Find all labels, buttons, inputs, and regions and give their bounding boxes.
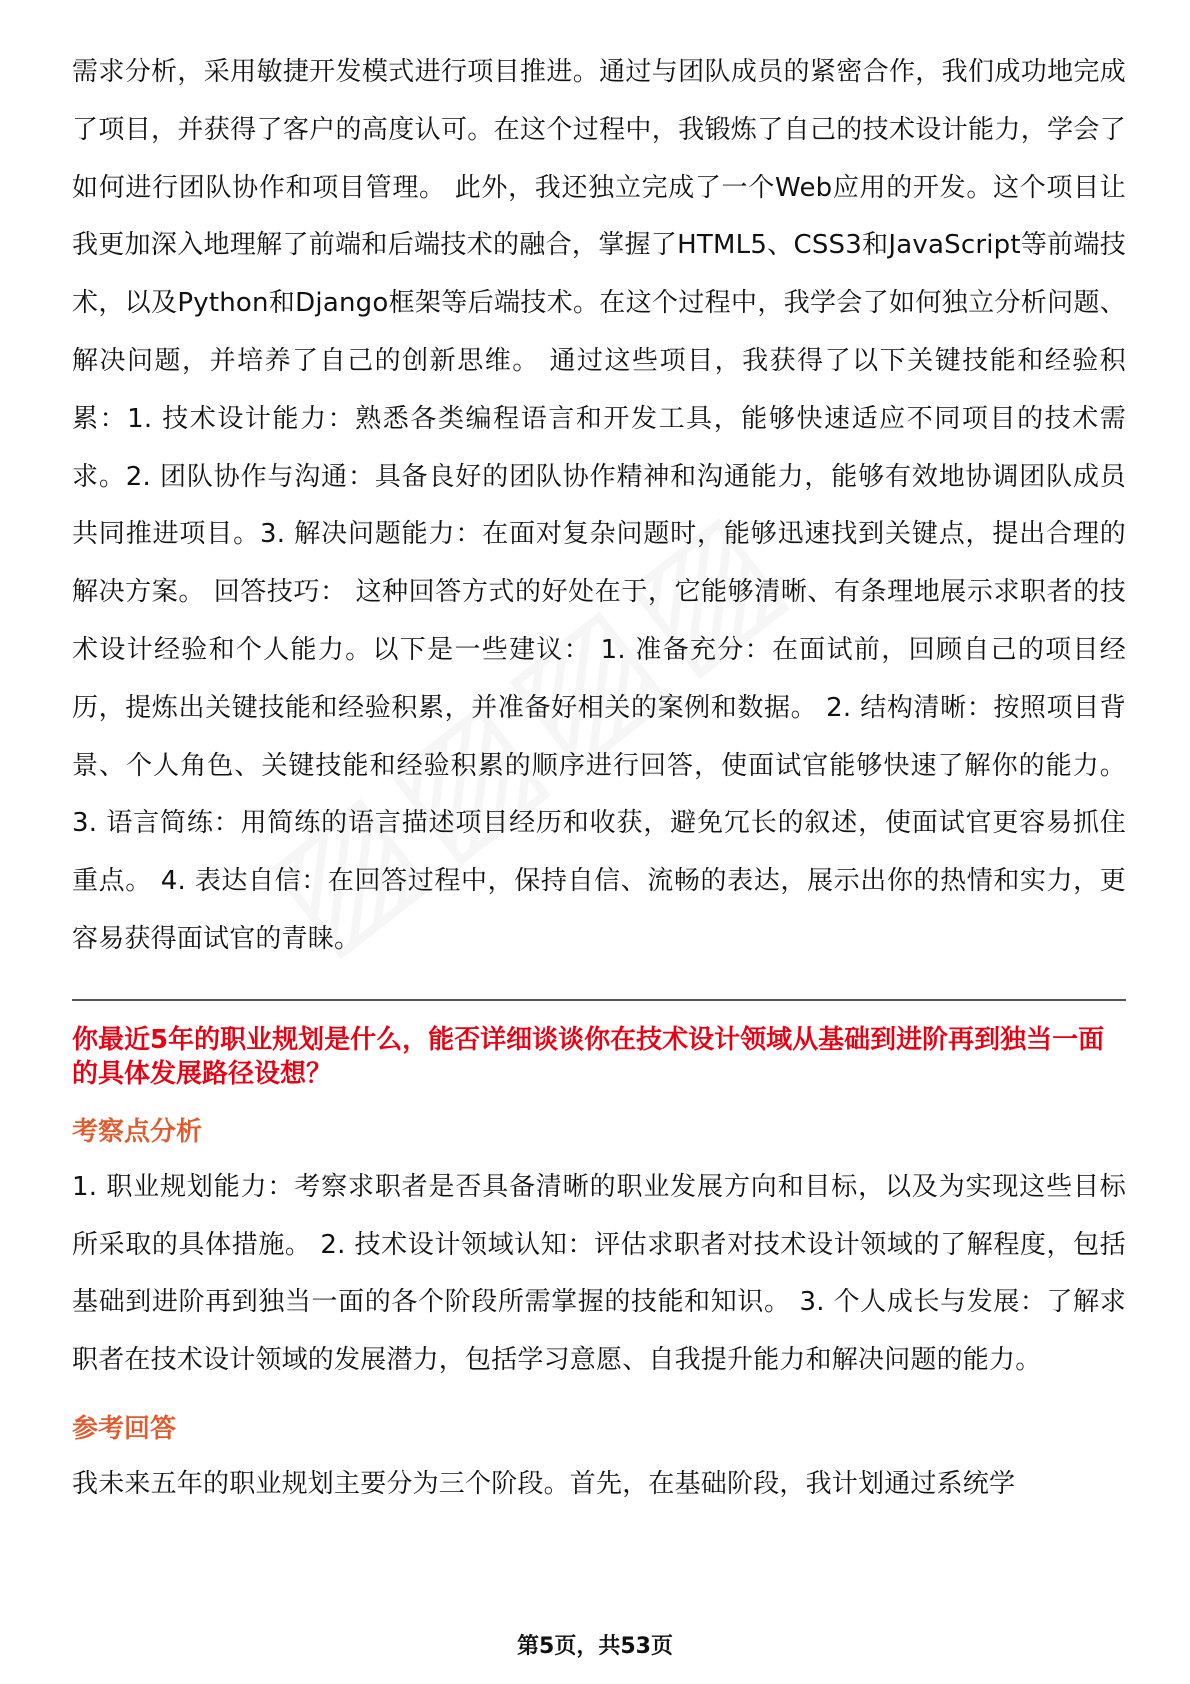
answer-text: 我未来五年的职业规划主要分为三个阶段。首先，在基础阶段，我计划通过系统学 — [72, 1468, 1016, 1499]
section-divider — [72, 999, 1126, 1001]
answer-heading: 参考回答 — [72, 1413, 177, 1444]
page-number: 第5页，共53页 — [517, 1634, 673, 1659]
analysis-text: 1. 职业规划能力：考察求职者是否具备清晰的职业发展方向和目标，以及为实现这些目标所采取的具体措施。 2. 技术设计领域认知：评估求职者对技术设计领域的了解程度，包括基础到进阶再到独当一面的各个阶段所需掌握的技能和知识。 3. 个人成长与发展：了解求职者在技术设计领域的发展潜力，包括学习意愿、自我提升能力和解决问题的能力。 — [72, 1171, 1126, 1376]
page-content — [72, 44, 1126, 1514]
interview-question: 你最近5年的职业规划是什么，能否详细谈谈你在技术设计领域从基础到进阶再到独当一面的具体发展路径设想？ — [72, 1024, 1105, 1089]
analysis-heading: 考察点分析 — [72, 1116, 203, 1147]
intro-paragraph: 需求分析，采用敏捷开发模式进行项目推进。通过与团队成员的紧密合作，我们成功地完成了项目，并获得了客户的高度认可。在这个过程中，我锻炼了自己的技术设计能力，学会了如何进行团队协作和项目管理。 此外，我还独立完成了一个Web应用的开发。这个项目让我更加深入地理解了前端和后端技术的融合，掌握了HTML5、CSS3和JavaScript等前端技术，以及Python和Django框架等后端技术。在这个过程中，我学会了如何独立分析问题、解决问题，并培养了自己的创新思维。 通过这些项目，我获得了以下关键技能和经验积累：1. 技术设计能力：熟悉各类编程语言和开发工具，能够快速适应不同项目的技术需求。2. 团队协作与沟通：具备良好的团队协作精神和沟通能力，能够有效地协调团队成员共同推进项目。3. 解决问题能力：在面对复杂问题时，能够迅速找到关键点，提出合理的解决方案。 回答技巧： 这种回答方式的好处在于，它能够清晰、有条理地展示求职者的技术设计经验和个人能力。以下是一些建议： 1. 准备充分：在面试前，回顾自己的项目经历，提炼出关键技能和经验积累，并准备好相关的案例和数据。 2. 结构清晰：按照项目背景、个人角色、关键技能和经验积累的顺序进行回答，使面试官能够快速了解你的能力。 3. 语言简练：用简练的语言描述项目经历和收获，避免冗长的叙述，使面试官更容易抓住重点。 4. 表达自信：在回答过程中，保持自信、流畅的表达，展示出你的热情和实力，更容易获得面试官的青睐。 — [72, 57, 1126, 954]
